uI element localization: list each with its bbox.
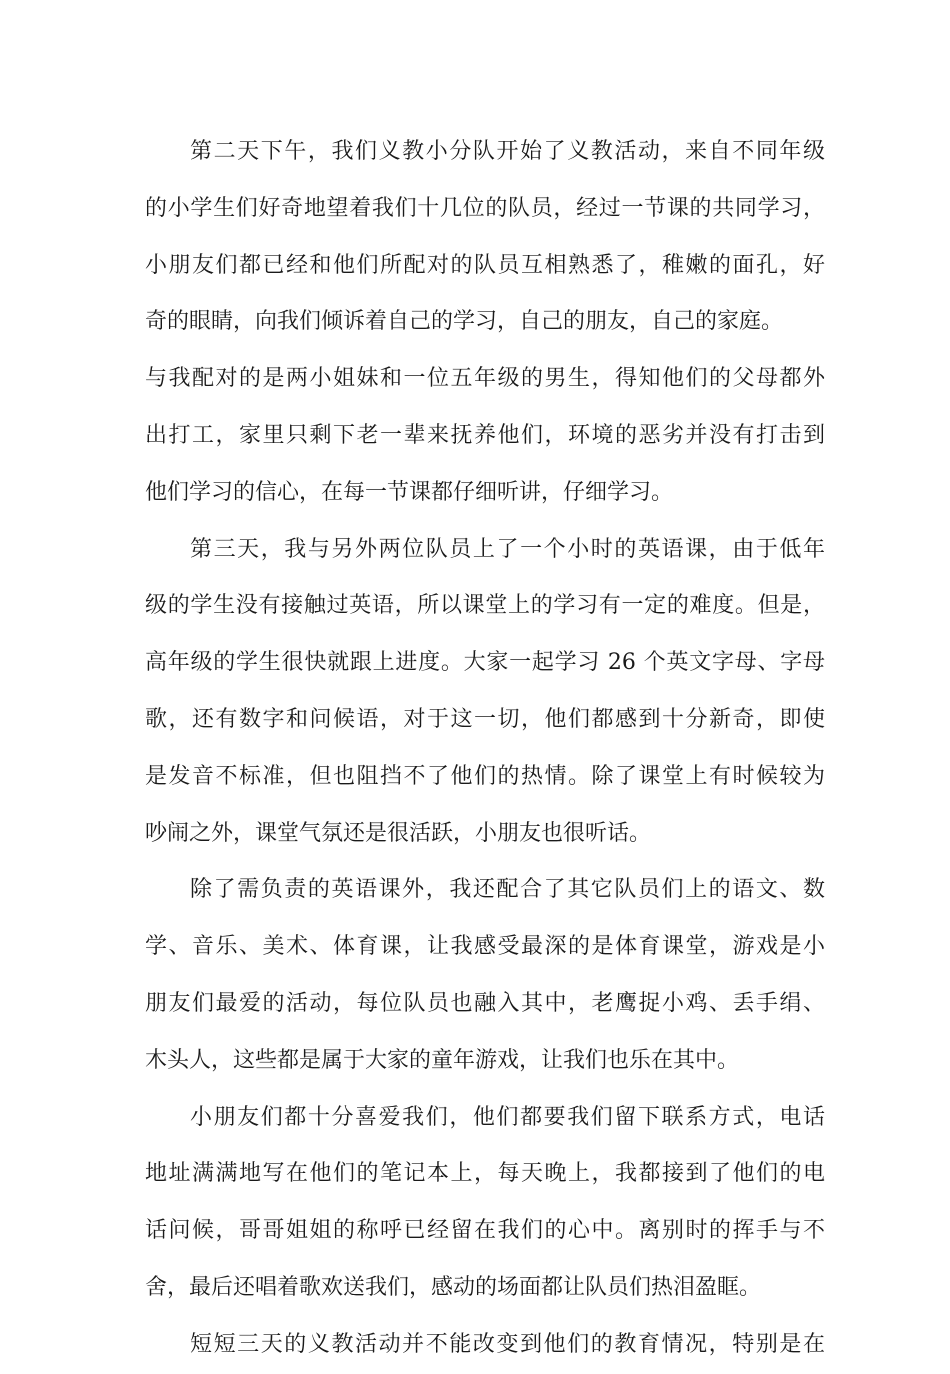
- text-line: 学、音乐、美术、体育课，让我感受最深的是体育课堂，游戏是小: [145, 934, 825, 960]
- text-line: 是发音不标准，但也阻挡不了他们的热情。除了课堂上有时候较为: [145, 763, 825, 789]
- text-line: 歌，还有数字和问候语，对于这一切，他们都感到十分新奇，即使: [145, 706, 825, 732]
- document-page: [145, 124, 825, 1374]
- text-line: 级的学生没有接触过英语，所以课堂上的学习有一定的难度。但是，: [145, 593, 825, 619]
- text-line: 除了需负责的英语课外，我还配合了其它队员们上的语文、数: [190, 877, 825, 903]
- text-line: 话问候，哥哥姐姐的称呼已经留在我们的心中。离别时的挥手与不: [145, 1218, 825, 1244]
- text-line: 第三天，我与另外两位队员上了一个小时的英语课，由于低年: [190, 536, 825, 562]
- text-line: 小朋友们都十分喜爱我们，他们都要我们留下联系方式，电话: [190, 1104, 825, 1130]
- text-line: 舍，最后还唱着歌欢送我们，感动的场面都让队员们热泪盈眶。: [145, 1274, 762, 1300]
- text-line: 小朋友们都已经和他们所配对的队员互相熟悉了，稚嫩的面孔，好: [145, 252, 825, 278]
- text-line: 他们学习的信心，在每一节课都仔细听讲，仔细学习。: [145, 479, 674, 505]
- text-line: 短短三天的义教活动并不能改变到他们的教育情况，特别是在: [190, 1331, 825, 1357]
- text-line: 吵闹之外，课堂气氛还是很活跃，小朋友也很听话。: [145, 820, 652, 846]
- text-line: 高年级的学生很快就跟上进度。大家一起学习 26 个英文字母、字母: [145, 650, 825, 676]
- text-line: 出打工，家里只剩下老一辈来抚养他们，环境的恶劣并没有打击到: [145, 422, 825, 448]
- text-line: 奇的眼睛，向我们倾诉着自己的学习，自己的朋友，自己的家庭。: [145, 309, 784, 335]
- text-line: 与我配对的是两小姐妹和一位五年级的男生，得知他们的父母都外: [145, 366, 825, 392]
- text-line: 的小学生们好奇地望着我们十几位的队员，经过一节课的共同学习，: [145, 195, 825, 221]
- text-line: 第二天下午，我们义教小分队开始了义教活动，来自不同年级: [190, 139, 825, 164]
- text-line: 木头人，这些都是属于大家的童年游戏，让我们也乐在其中。: [145, 1047, 740, 1073]
- text-line: 朋友们最爱的活动，每位队员也融入其中，老鹰捉小鸡、丢手绢、: [145, 990, 825, 1016]
- text-line: 地址满满地写在他们的笔记本上，每天晚上，我都接到了他们的电: [145, 1161, 825, 1187]
